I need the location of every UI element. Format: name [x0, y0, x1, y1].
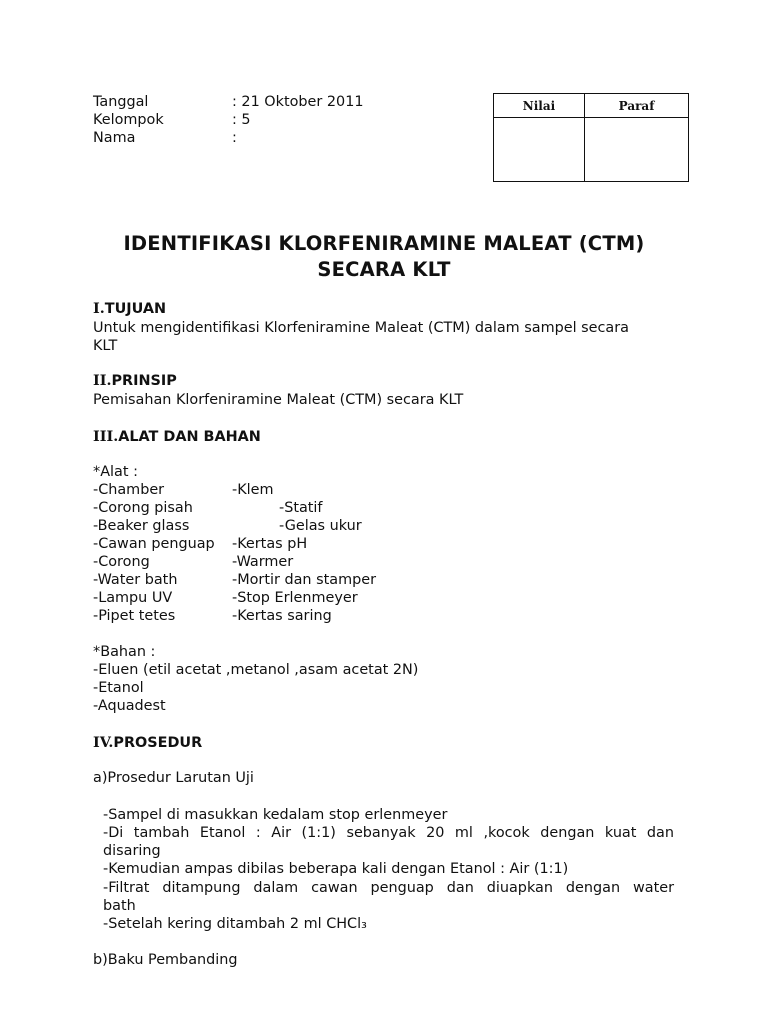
grade-table — [493, 93, 689, 182]
bahan-heading: *Bahan : — [93, 644, 156, 660]
prinsip-text: Pemisahan Klorfeniramine Maleat (CTM) secara KLT — [93, 392, 464, 408]
document-title-line1: IDENTIFIKASI KLORFENIRAMINE MALEAT (CTM) — [123, 232, 645, 255]
alat-item: -Statif — [279, 500, 323, 516]
bahan-item: -Etanol — [93, 680, 144, 696]
tujuan-text-line1: Untuk mengidentifikasi Klorfeniramine Maleat (CTM) dalam sampel secara — [93, 320, 629, 336]
alat-item: -Cawan penguap — [93, 536, 215, 552]
nama-label: Nama — [93, 130, 136, 146]
section-number: II. — [93, 372, 112, 389]
section-number: I. — [93, 300, 105, 317]
alat-item: -Kertas saring — [232, 608, 332, 624]
document-title-line2: SECARA KLT — [317, 258, 451, 281]
section-title: ALAT DAN BAHAN — [118, 429, 261, 445]
section-number: IV. — [93, 734, 114, 751]
section-alat-bahan-heading — [93, 428, 261, 446]
prosedur-step: -Setelah kering ditambah 2 ml CHCl₃ — [103, 916, 367, 932]
section-title: PRINSIP — [111, 373, 177, 389]
tanggal-label: Tanggal — [93, 94, 149, 110]
prosedur-step: -Sampel di masukkan kedalam stop erlenmeyer — [103, 807, 448, 823]
alat-item: -Mortir dan stamper — [232, 572, 376, 588]
bahan-item: -Aquadest — [93, 698, 166, 714]
section-number: III. — [93, 428, 119, 445]
alat-item: -Warmer — [232, 554, 294, 570]
alat-item: -Water bath — [93, 572, 178, 588]
nama-value: : — [232, 130, 237, 146]
prosedur-sub-a: a)Prosedur Larutan Uji — [93, 770, 254, 786]
bahan-item: -Eluen (etil acetat ,metanol ,asam acetat 2N) — [93, 662, 419, 678]
alat-heading: *Alat : — [93, 464, 138, 480]
alat-item: -Beaker glass — [93, 518, 190, 534]
prosedur-step: -Kemudian ampas dibilas beberapa kali dengan Etanol : Air (1:1) — [103, 861, 569, 877]
alat-item: -Pipet tetes — [93, 608, 176, 624]
alat-item: -Corong pisah — [93, 500, 193, 516]
prosedur-step: -Di tambah Etanol : Air (1:1) sebanyak 20 ml ,kocok dengan kuat dan — [103, 825, 674, 841]
prosedur-step-cont: bath — [103, 898, 136, 914]
alat-item: -Gelas ukur — [279, 518, 362, 534]
tanggal-value: : 21 Oktober 2011 — [232, 94, 364, 110]
alat-item: -Klem — [232, 482, 274, 498]
section-prinsip-heading — [93, 372, 177, 390]
prosedur-sub-b: b)Baku Pembanding — [93, 952, 238, 968]
nilai-header: Nilai — [494, 94, 585, 118]
section-tujuan-heading — [93, 300, 166, 318]
section-title: TUJUAN — [104, 301, 167, 317]
section-title: PROSEDUR — [113, 735, 203, 751]
alat-item: -Stop Erlenmeyer — [232, 590, 358, 606]
nilai-cell — [494, 118, 585, 182]
paraf-cell — [585, 118, 689, 182]
kelompok-label: Kelompok — [93, 112, 164, 128]
alat-item: -Chamber — [93, 482, 165, 498]
tujuan-text-line2: KLT — [93, 338, 118, 354]
prosedur-step-cont: disaring — [103, 843, 161, 859]
section-prosedur-heading — [93, 734, 202, 752]
alat-item: -Corong — [93, 554, 150, 570]
paraf-header: Paraf — [585, 94, 689, 118]
kelompok-value: : 5 — [232, 112, 251, 128]
alat-item: -Lampu UV — [93, 590, 173, 606]
prosedur-step: -Filtrat ditampung dalam cawan penguap dan diuapkan dengan water — [103, 880, 674, 896]
alat-item: -Kertas pH — [232, 536, 308, 552]
